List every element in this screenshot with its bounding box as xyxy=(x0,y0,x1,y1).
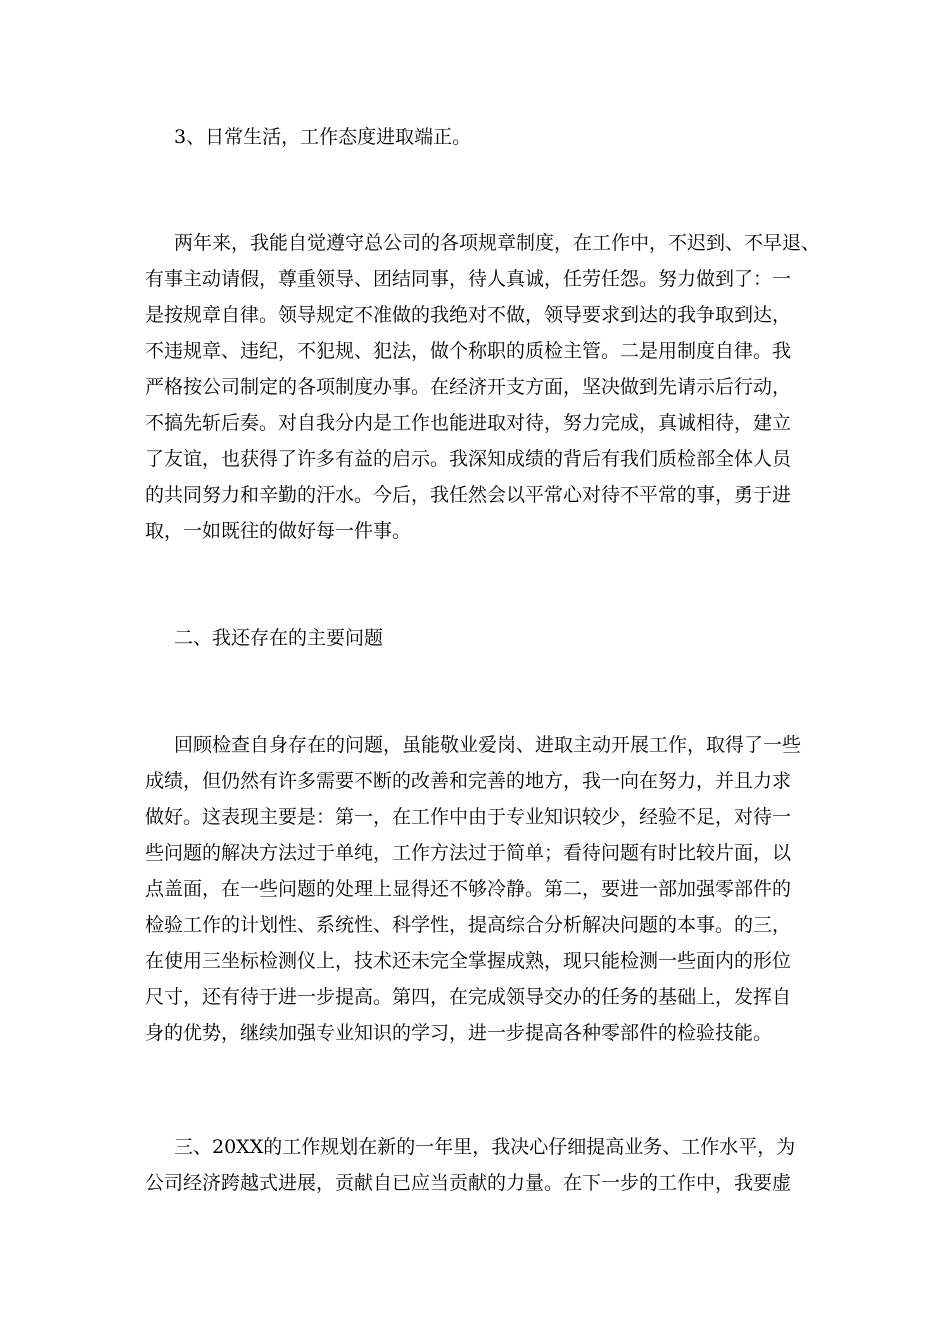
section-heading-2: 二、我还存在的主要问题 xyxy=(174,627,384,649)
paragraph-line: 回顾检查自身存在的问题，虽能敬业爱岗、进取主动开展工作，取得了一些 xyxy=(174,734,802,756)
paragraph-line: 不违规章、违纪，不犯规、犯法，做个称职的质检主管。二是用制度自律。我 xyxy=(145,340,792,362)
paragraph-line: 在使用三坐标检测仪上，技术还未完全掌握成熟，现只能检测一些面内的形位 xyxy=(145,950,792,972)
paragraph-line: 点盖面，在一些问题的处理上显得还不够冷静。第二，要进一部加强零部件的 xyxy=(145,878,792,900)
section-heading-3: 3、日常生活，工作态度进取端正。 xyxy=(174,126,472,148)
paragraph-line: 严格按公司制定的各项制度办事。在经济开支方面，坚决做到先请示后行动， xyxy=(145,376,792,398)
paragraph-line: 做好。这表现主要是：第一，在工作中由于专业知识较少，经验不足，对待一 xyxy=(145,806,792,828)
paragraph-line: 的共同努力和辛勤的汗水。今后，我任然会以平常心对待不平常的事，勇于进 xyxy=(145,484,792,506)
paragraph-line: 是按规章自律。领导规定不准做的我绝对不做，领导要求到达的我争取到达， xyxy=(145,304,792,326)
paragraph-line: 三、20XX的工作规划在新的一年里，我决心仔细提高业务、工作水平，为 xyxy=(174,1136,796,1158)
paragraph-line: 取，一如既往的做好每一件事。 xyxy=(145,520,412,542)
paragraph-line: 成绩，但仍然有许多需要不断的改善和完善的地方，我一向在努力，并且力求 xyxy=(145,770,792,792)
paragraph-line: 尺寸，还有待于进一步提高。第四，在完成领导交办的任务的基础上，发挥自 xyxy=(145,986,792,1008)
paragraph-line: 检验工作的计划性、系统性、科学性，提高综合分析解决问题的本事。的三， xyxy=(145,914,792,936)
paragraph-line: 公司经济跨越式进展，贡献自已应当贡献的力量。在下一步的工作中，我要虚 xyxy=(145,1172,792,1194)
paragraph-line: 两年来，我能自觉遵守总公司的各项规章制度，在工作中，不迟到、不早退、 xyxy=(174,232,821,254)
paragraph-line: 身的优势，继续加强专业知识的学习，进一步提高各种零部件的检验技能。 xyxy=(145,1022,773,1044)
paragraph-line: 了友谊，也获得了许多有益的启示。我深知成绩的背后有我们质检部全体人员 xyxy=(145,448,792,470)
paragraph-line: 些问题的解决方法过于单纯，工作方法过于简单；看待问题有时比较片面，以 xyxy=(145,842,792,864)
paragraph-line: 有事主动请假，尊重领导、团结同事，待人真诚，任劳任怨。努力做到了：一 xyxy=(145,268,792,290)
paragraph-line: 不搞先斩后奏。对自我分内是工作也能进取对待，努力完成，真诚相待，建立 xyxy=(145,412,792,434)
